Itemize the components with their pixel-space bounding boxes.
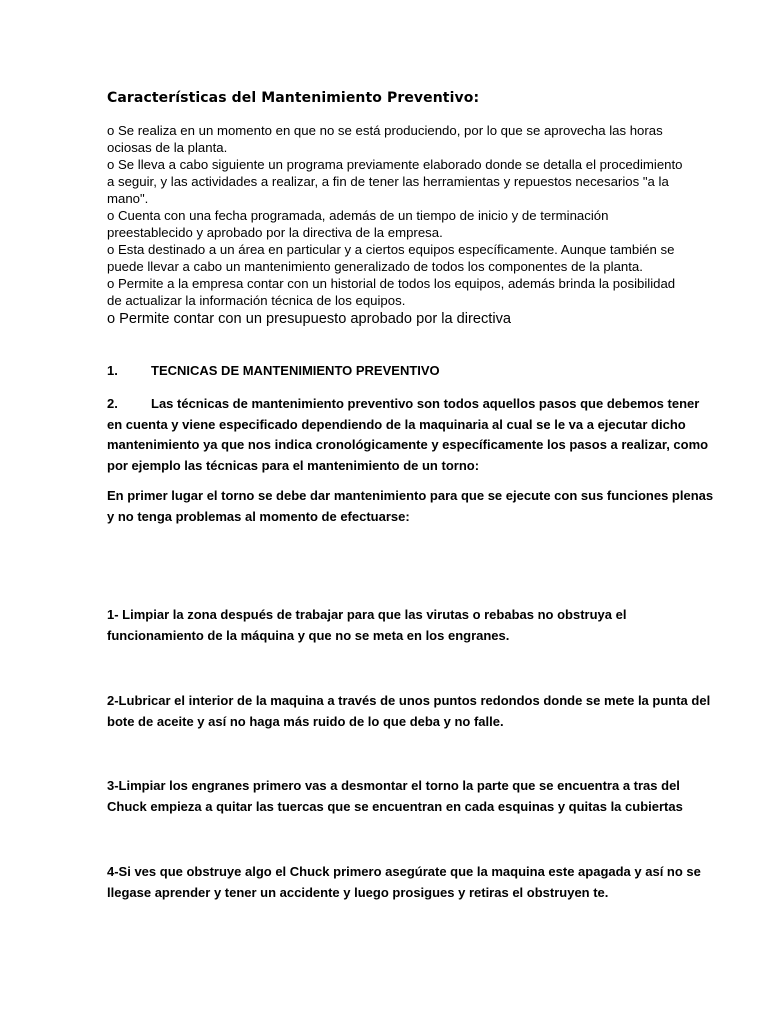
- section-heading: Características del Mantenimiento Preventivo:: [107, 90, 480, 106]
- numbered-item-1: [107, 361, 667, 382]
- paragraph-line: 4-Si ves que obstruye algo el Chuck primero asegúrate que la maquina este apagada y así no se: [107, 864, 701, 879]
- paragraph-line: En primer lugar el torno se debe dar mantenimiento para que se ejecute con sus funciones plenas: [107, 488, 714, 503]
- paragraph-line: funcionamiento de la máquina y que no se meta en los engranes.: [107, 627, 510, 643]
- list-line: preestablecido y aprobado por la directiva de la empresa.: [107, 225, 443, 240]
- list-line: o Se lleva a cabo siguiente un programa previamente elaborado donde se detalla el procedimiento: [107, 157, 683, 172]
- item-number: 1.: [107, 363, 118, 378]
- paragraph-line: Chuck empieza a quitar las tuercas que se encuentran en cada esquinas y quitas la cubiertas: [107, 798, 683, 814]
- list-line: o Permite a la empresa contar con un historial de todos los equipos, además brinda la posibilidad: [107, 276, 676, 291]
- paragraph-line: por ejemplo las técnicas para el mantenimiento de un torno:: [107, 457, 480, 473]
- paragraph-line: 3-Limpiar los engranes primero vas a desmontar el torno la parte que se encuentra a tras del: [107, 778, 680, 793]
- list-line: mano".: [107, 191, 149, 206]
- intro-paragraph: [107, 486, 714, 527]
- list-line: o Esta destinado a un área en particular y a ciertos equipos específicamente. Aunque también se: [107, 242, 675, 257]
- characteristics-list: [107, 122, 683, 329]
- paragraph-line: llegase aprender y tener un accidente y luego prosigues y retiras el obstruyen te.: [107, 884, 609, 900]
- step-2: [107, 691, 711, 732]
- item-text: Las técnicas de mantenimiento preventivo son todos aquellos pasos que debemos tener: [151, 396, 700, 411]
- item-text: TECNICAS DE MANTENIMIENTO PREVENTIVO: [151, 363, 440, 378]
- list-line: de actualizar la información técnica de los equipos.: [107, 293, 406, 308]
- numbered-item-2: [107, 394, 709, 476]
- paragraph-line: en cuenta y viene especificado dependiendo de la maquinaria al cual se le va a ejecutar dicho: [107, 416, 686, 432]
- list-line: puede llevar a cabo un mantenimiento generalizado de todos los componentes de la planta.: [107, 259, 643, 274]
- list-line: o Se realiza en un momento en que no se está produciendo, por lo que se aprovecha las horas: [107, 123, 663, 138]
- list-line: a seguir, y las actividades a realizar, a fin de tener las herramientas y repuestos necesarios "a la: [107, 174, 669, 189]
- item-number: 2.: [107, 396, 118, 411]
- paragraph-line: y no tenga problemas al momento de efectuarse:: [107, 508, 410, 524]
- list-line-last: o Permite contar con un presupuesto aprobado por la directiva: [107, 311, 512, 327]
- list-line: o Cuenta con una fecha programada, además de un tiempo de inicio y de terminación: [107, 208, 609, 223]
- step-4: [107, 862, 701, 903]
- paragraph-line: bote de aceite y así no haga más ruido de lo que deba y no falle.: [107, 713, 504, 729]
- paragraph-line: mantenimiento ya que nos indica cronológicamente y específicamente los pasos a realizar, como: [107, 437, 709, 452]
- list-line: ociosas de la planta.: [107, 140, 228, 155]
- paragraph-line: 2-Lubricar el interior de la maquina a través de unos puntos redondos donde se mete la punta del: [107, 693, 711, 708]
- paragraph-line: 1- Limpiar la zona después de trabajar para que las virutas o rebabas no obstruya el: [107, 607, 627, 622]
- step-1: [107, 605, 667, 646]
- step-3: [107, 776, 683, 817]
